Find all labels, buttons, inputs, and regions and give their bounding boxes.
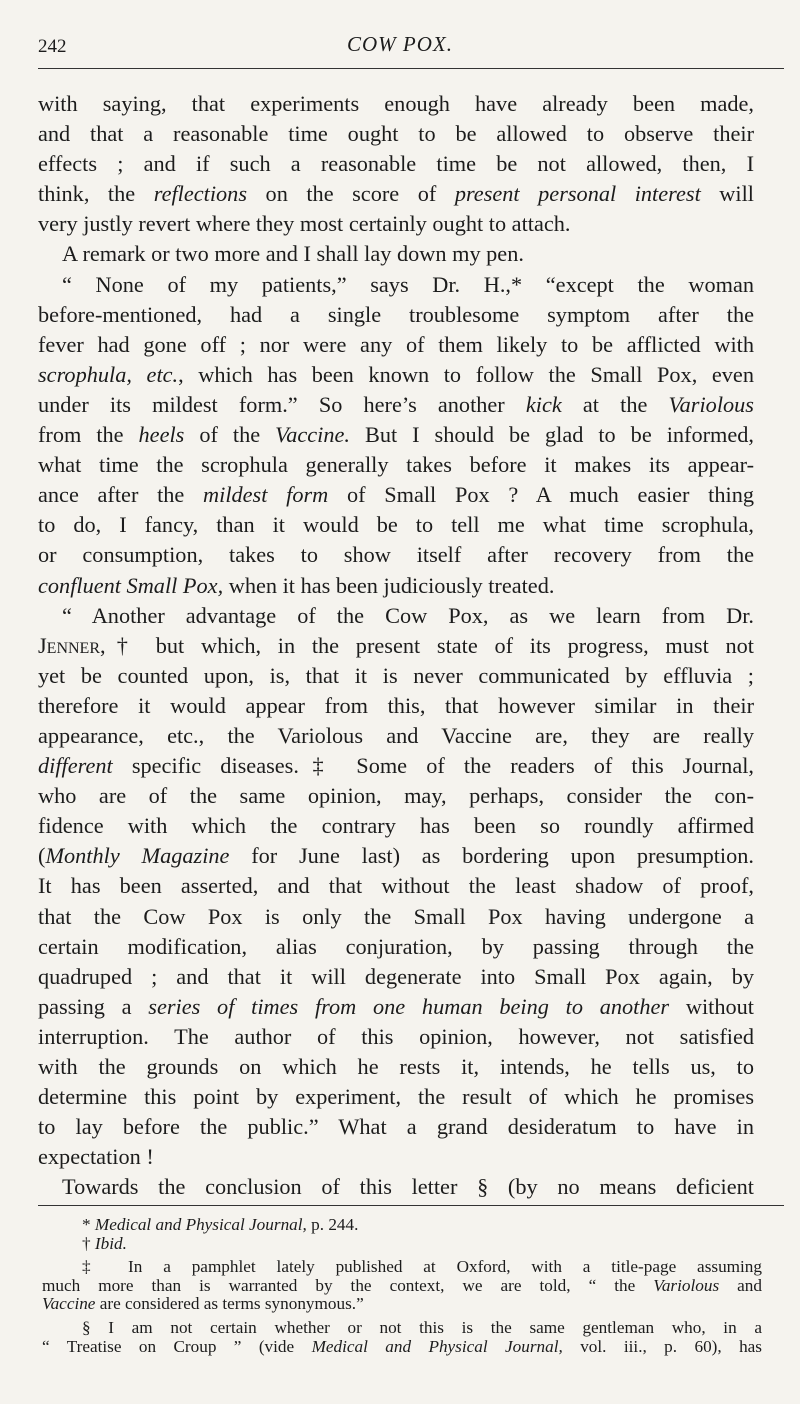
- text-line: “ None of my patients,” says Dr. H.,* “except the woman: [62, 271, 754, 297]
- text-segment: without: [669, 993, 754, 1019]
- text-line: certain modification, alias conjuration, by passing through the: [38, 933, 754, 959]
- footnote-segment: vol. iii., p. 60), has: [562, 1336, 762, 1356]
- text-line: [38, 360, 754, 390]
- text-segment: † but which, in the present state of its progress, must not: [105, 632, 754, 658]
- text-line: A remark or two more and I shall lay down my pen.: [62, 241, 524, 267]
- text-segment: mildest form: [203, 482, 329, 508]
- text-segment: Vaccine.: [275, 422, 350, 448]
- text-segment: Variolous: [668, 391, 754, 417]
- footnote-line: [38, 1258, 762, 1277]
- text-segment: on the score of: [247, 181, 455, 207]
- text-segment: , which has been known to follow the Small Pox, even: [178, 361, 754, 387]
- footnote-line: [38, 1216, 762, 1235]
- text-line: [38, 179, 754, 209]
- body-text: [38, 89, 754, 1202]
- text-segment: when it has been judiciously treated.: [223, 572, 555, 598]
- text-segment: will: [700, 181, 754, 207]
- text-line: interruption. The author of this opinion, however, not satisfied: [38, 1023, 754, 1049]
- text-line: before-mentioned, had a single troublesome symptom after the: [38, 301, 754, 327]
- text-segment: Jenner,: [38, 632, 106, 658]
- text-line: [38, 841, 754, 871]
- footnote-segment: and: [719, 1275, 762, 1295]
- footnote-line: [38, 1235, 762, 1254]
- text-segment: at the: [561, 391, 669, 417]
- text-line: [38, 571, 754, 601]
- text-segment: confluent Small Pox,: [38, 572, 224, 598]
- book-page: [38, 24, 762, 1356]
- footnote-segment: Variolous: [653, 1275, 720, 1295]
- text-line: It has been asserted, and that without the least shadow of proof,: [38, 873, 754, 899]
- footnote-segment: p. 244.: [306, 1215, 359, 1234]
- text-segment: series of times from one human being to another: [148, 993, 670, 1019]
- text-line: very justly revert where they most certainly ought to attach.: [38, 211, 571, 237]
- text-segment: different: [38, 753, 113, 779]
- text-line: [38, 420, 754, 450]
- footnote-segment: ‡ In a pamphlet lately published at Oxford, with a title-page assuming: [82, 1257, 762, 1277]
- page-header: [38, 24, 762, 66]
- footnote-line: [38, 1277, 762, 1296]
- text-segment: passing a: [38, 993, 149, 1019]
- footnote-segment: *: [82, 1215, 95, 1234]
- text-line: to lay before the public.” What a grand desideratum to have in: [38, 1114, 754, 1140]
- text-line: who are of the same opinion, may, perhaps, consider the con-: [38, 783, 754, 809]
- text-segment: present personal interest: [454, 181, 701, 207]
- footnote-segment: are considered as terms synonymous.”: [95, 1294, 364, 1314]
- text-line: [38, 480, 754, 510]
- text-segment: reflections: [153, 181, 248, 207]
- text-line: fidence with which the contrary has been so roundly affirmed: [38, 813, 754, 839]
- text-line: with saying, that experiments enough have already been made,: [38, 91, 754, 116]
- text-line: fever had gone off ; nor were any of them likely to be afflicted with: [38, 331, 754, 357]
- text-line: with the grounds on which he rests it, intends, he tells us, to: [38, 1054, 754, 1079]
- text-segment: specific diseases.‡ Some of the readers of this Journal,: [112, 753, 754, 779]
- page-number: 242: [38, 36, 67, 57]
- text-line: “ Another advantage of the Cow Pox, as we learn from Dr.: [62, 602, 754, 628]
- text-line: determine this point by experiment, the result of which he promises: [38, 1084, 754, 1110]
- text-line: Towards the conclusion of this letter § (by no means deficient: [62, 1174, 754, 1200]
- footnote-segment: much more than is warranted by the context, we are told, “ the: [42, 1275, 654, 1295]
- running-head: COW POX.: [347, 32, 453, 56]
- header-rule: [38, 68, 784, 69]
- footnote-line: [38, 1319, 762, 1338]
- footnote-segment: § I am not certain whether or not this is the same gentleman who, in a: [82, 1317, 762, 1337]
- text-segment: for June last) as bordering upon presumption.: [229, 843, 754, 869]
- text-segment: ance after the: [38, 482, 204, 508]
- text-line: [38, 751, 754, 781]
- text-line: yet be counted upon, is, that it is never communicated by effluvia ;: [38, 662, 754, 688]
- text-line: expectation !: [38, 1144, 154, 1170]
- footnote-segment: †: [82, 1233, 95, 1253]
- text-segment: heels: [138, 422, 185, 448]
- footnote-segment: Vaccine: [42, 1294, 96, 1314]
- text-segment: from the: [38, 422, 139, 448]
- text-line: [38, 390, 754, 420]
- text-segment: scrophula, etc.: [38, 361, 179, 387]
- text-segment: Monthly Magazine: [45, 843, 230, 869]
- text-line: to do, I fancy, than it would be to tell me what time scrophula,: [38, 512, 754, 538]
- footnote-line: [38, 1338, 762, 1357]
- text-line: or consumption, takes to show itself after recovery from the: [38, 542, 754, 568]
- text-segment: under its mildest form.” So here’s another: [38, 391, 526, 417]
- footnote-line: [38, 1295, 762, 1314]
- text-segment: But I should be glad to be informed,: [350, 422, 754, 448]
- text-line: what time the scrophula generally takes before it makes its appear-: [38, 452, 754, 478]
- text-line: therefore it would appear from this, that however similar in their: [38, 692, 754, 718]
- text-segment: kick: [525, 391, 562, 417]
- text-segment: of Small Pox ? A much easier thing: [328, 482, 755, 508]
- text-segment: think, the: [38, 181, 154, 207]
- text-line: [38, 631, 754, 661]
- footnote-segment: Ibid.: [94, 1233, 127, 1253]
- footnote-segment: Medical and Physical Journal,: [311, 1336, 563, 1356]
- text-line: quadruped ; and that it will degenerate into Small Pox again, by: [38, 963, 754, 989]
- text-line: appearance, etc., the Variolous and Vaccine are, they are really: [38, 722, 754, 748]
- text-segment: of the: [184, 422, 276, 448]
- text-segment: (: [38, 843, 46, 869]
- text-line: that the Cow Pox is only the Small Pox having undergone a: [38, 903, 754, 929]
- text-line: and that a reasonable time ought to be allowed to observe their: [38, 121, 754, 147]
- footnote-rule: [38, 1205, 784, 1206]
- footnote-segment: Medical and Physical Journal,: [94, 1215, 307, 1234]
- footnotes: [38, 1216, 762, 1356]
- footnote-segment: “ Treatise on Croup ” (vide: [42, 1336, 312, 1356]
- text-line: [38, 992, 754, 1022]
- text-line: effects ; and if such a reasonable time be not allowed, then, I: [38, 151, 754, 177]
